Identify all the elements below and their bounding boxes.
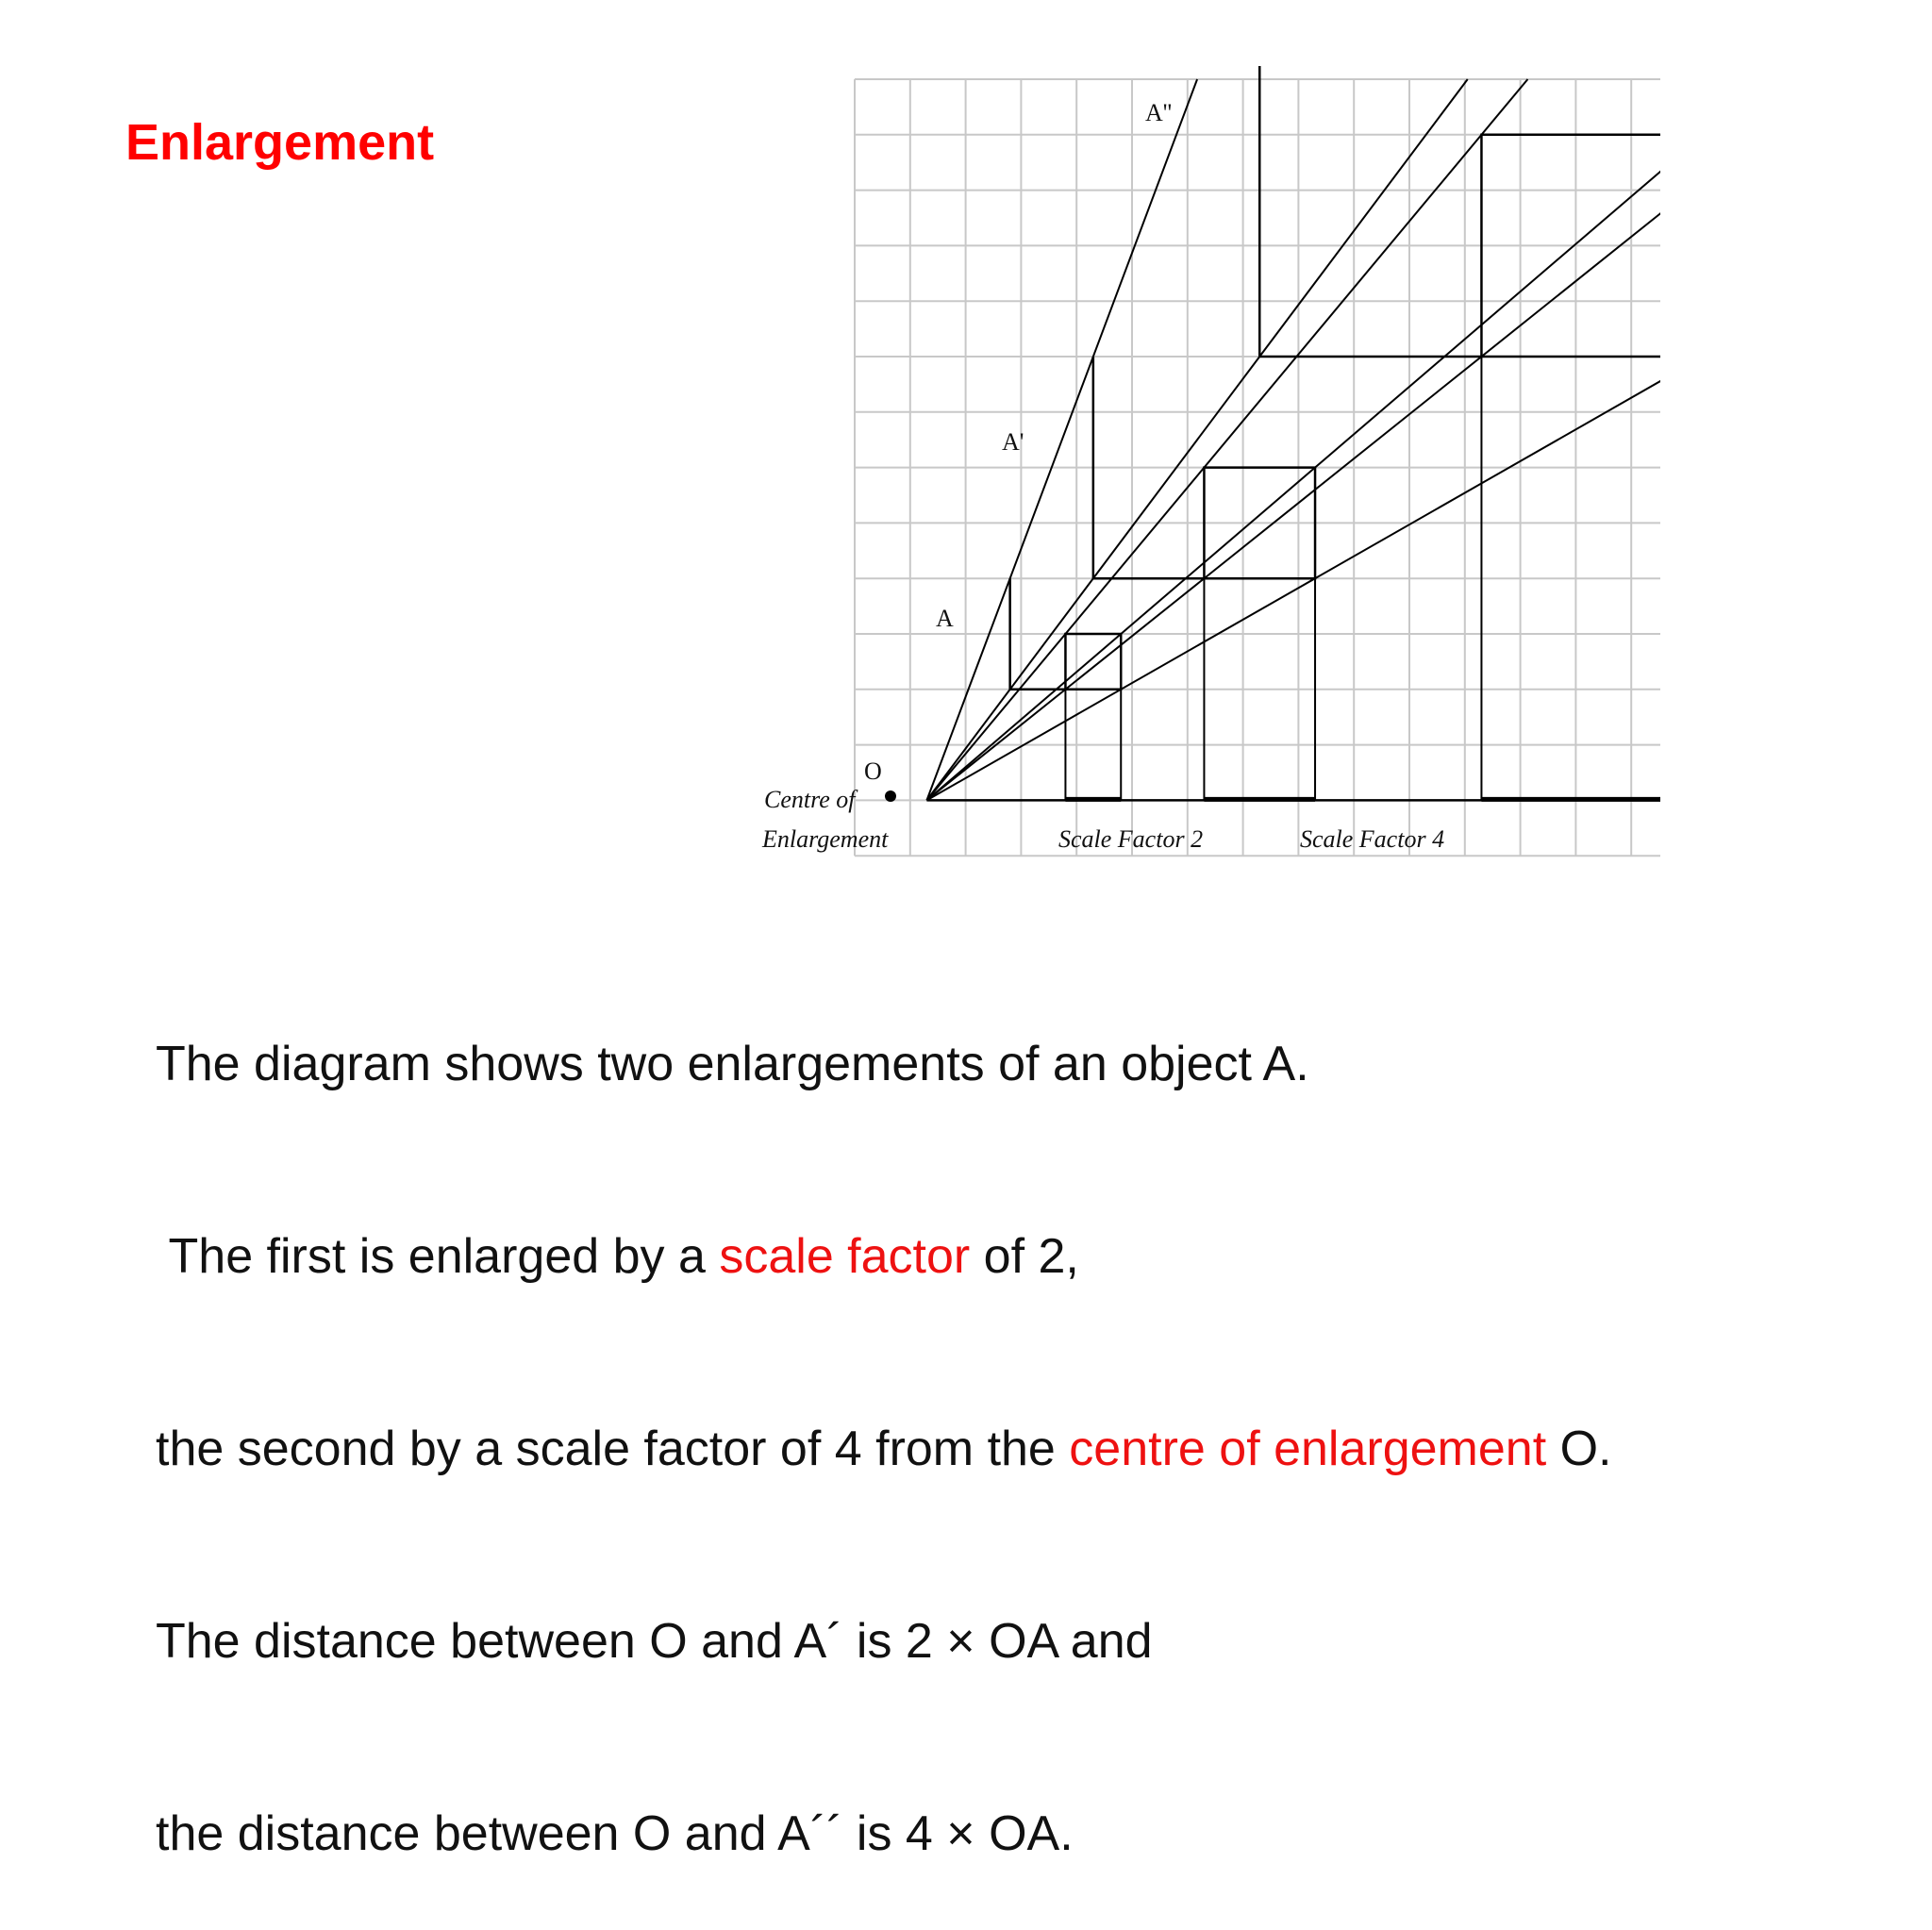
projection-ray xyxy=(926,144,1660,801)
label-O: O xyxy=(864,757,882,785)
explanation-text xyxy=(156,904,1612,1930)
label-A: A xyxy=(936,605,954,632)
label-A-prime: A' xyxy=(1002,428,1024,456)
scale-factor-4-label: Scale Factor 4 xyxy=(1300,825,1445,853)
text-line-3-start: the second by a scale factor of 4 from the xyxy=(156,1422,1070,1476)
scale-factor-term: scale factor xyxy=(719,1229,971,1284)
scale-factor-2-label: Scale Factor 2 xyxy=(1058,825,1204,853)
centre-of-label: Centre of xyxy=(764,786,856,813)
projection-ray xyxy=(926,79,1660,800)
text-line-2-start: The first is enlarged by a xyxy=(156,1229,720,1284)
slide-title: Enlargement xyxy=(125,114,435,171)
text-line-3-end: O. xyxy=(1546,1422,1612,1476)
enlargement-label: Enlargement xyxy=(762,825,889,853)
centre-of-enlargement-term: centre of enlargement xyxy=(1069,1422,1547,1476)
enlargement-diagram xyxy=(736,66,1660,877)
centre-point xyxy=(885,790,896,802)
text-line-4: The distance between O and A´ is 2 × OA and xyxy=(156,1614,1153,1669)
projection-rays xyxy=(926,79,1660,800)
image-A-double-prime xyxy=(1259,66,1660,357)
text-line-3 xyxy=(156,1417,1612,1481)
text-line-2-end: of 2, xyxy=(970,1229,1079,1284)
text-line-5: the distance between O and A´´ is 4 × OA. xyxy=(156,1806,1074,1861)
text-line-2 xyxy=(156,1224,1612,1289)
projection-ray xyxy=(926,79,1660,800)
text-line-1: The diagram shows two enlargements of an object A. xyxy=(156,1037,1309,1091)
label-A-double-prime: A'' xyxy=(1145,99,1173,126)
